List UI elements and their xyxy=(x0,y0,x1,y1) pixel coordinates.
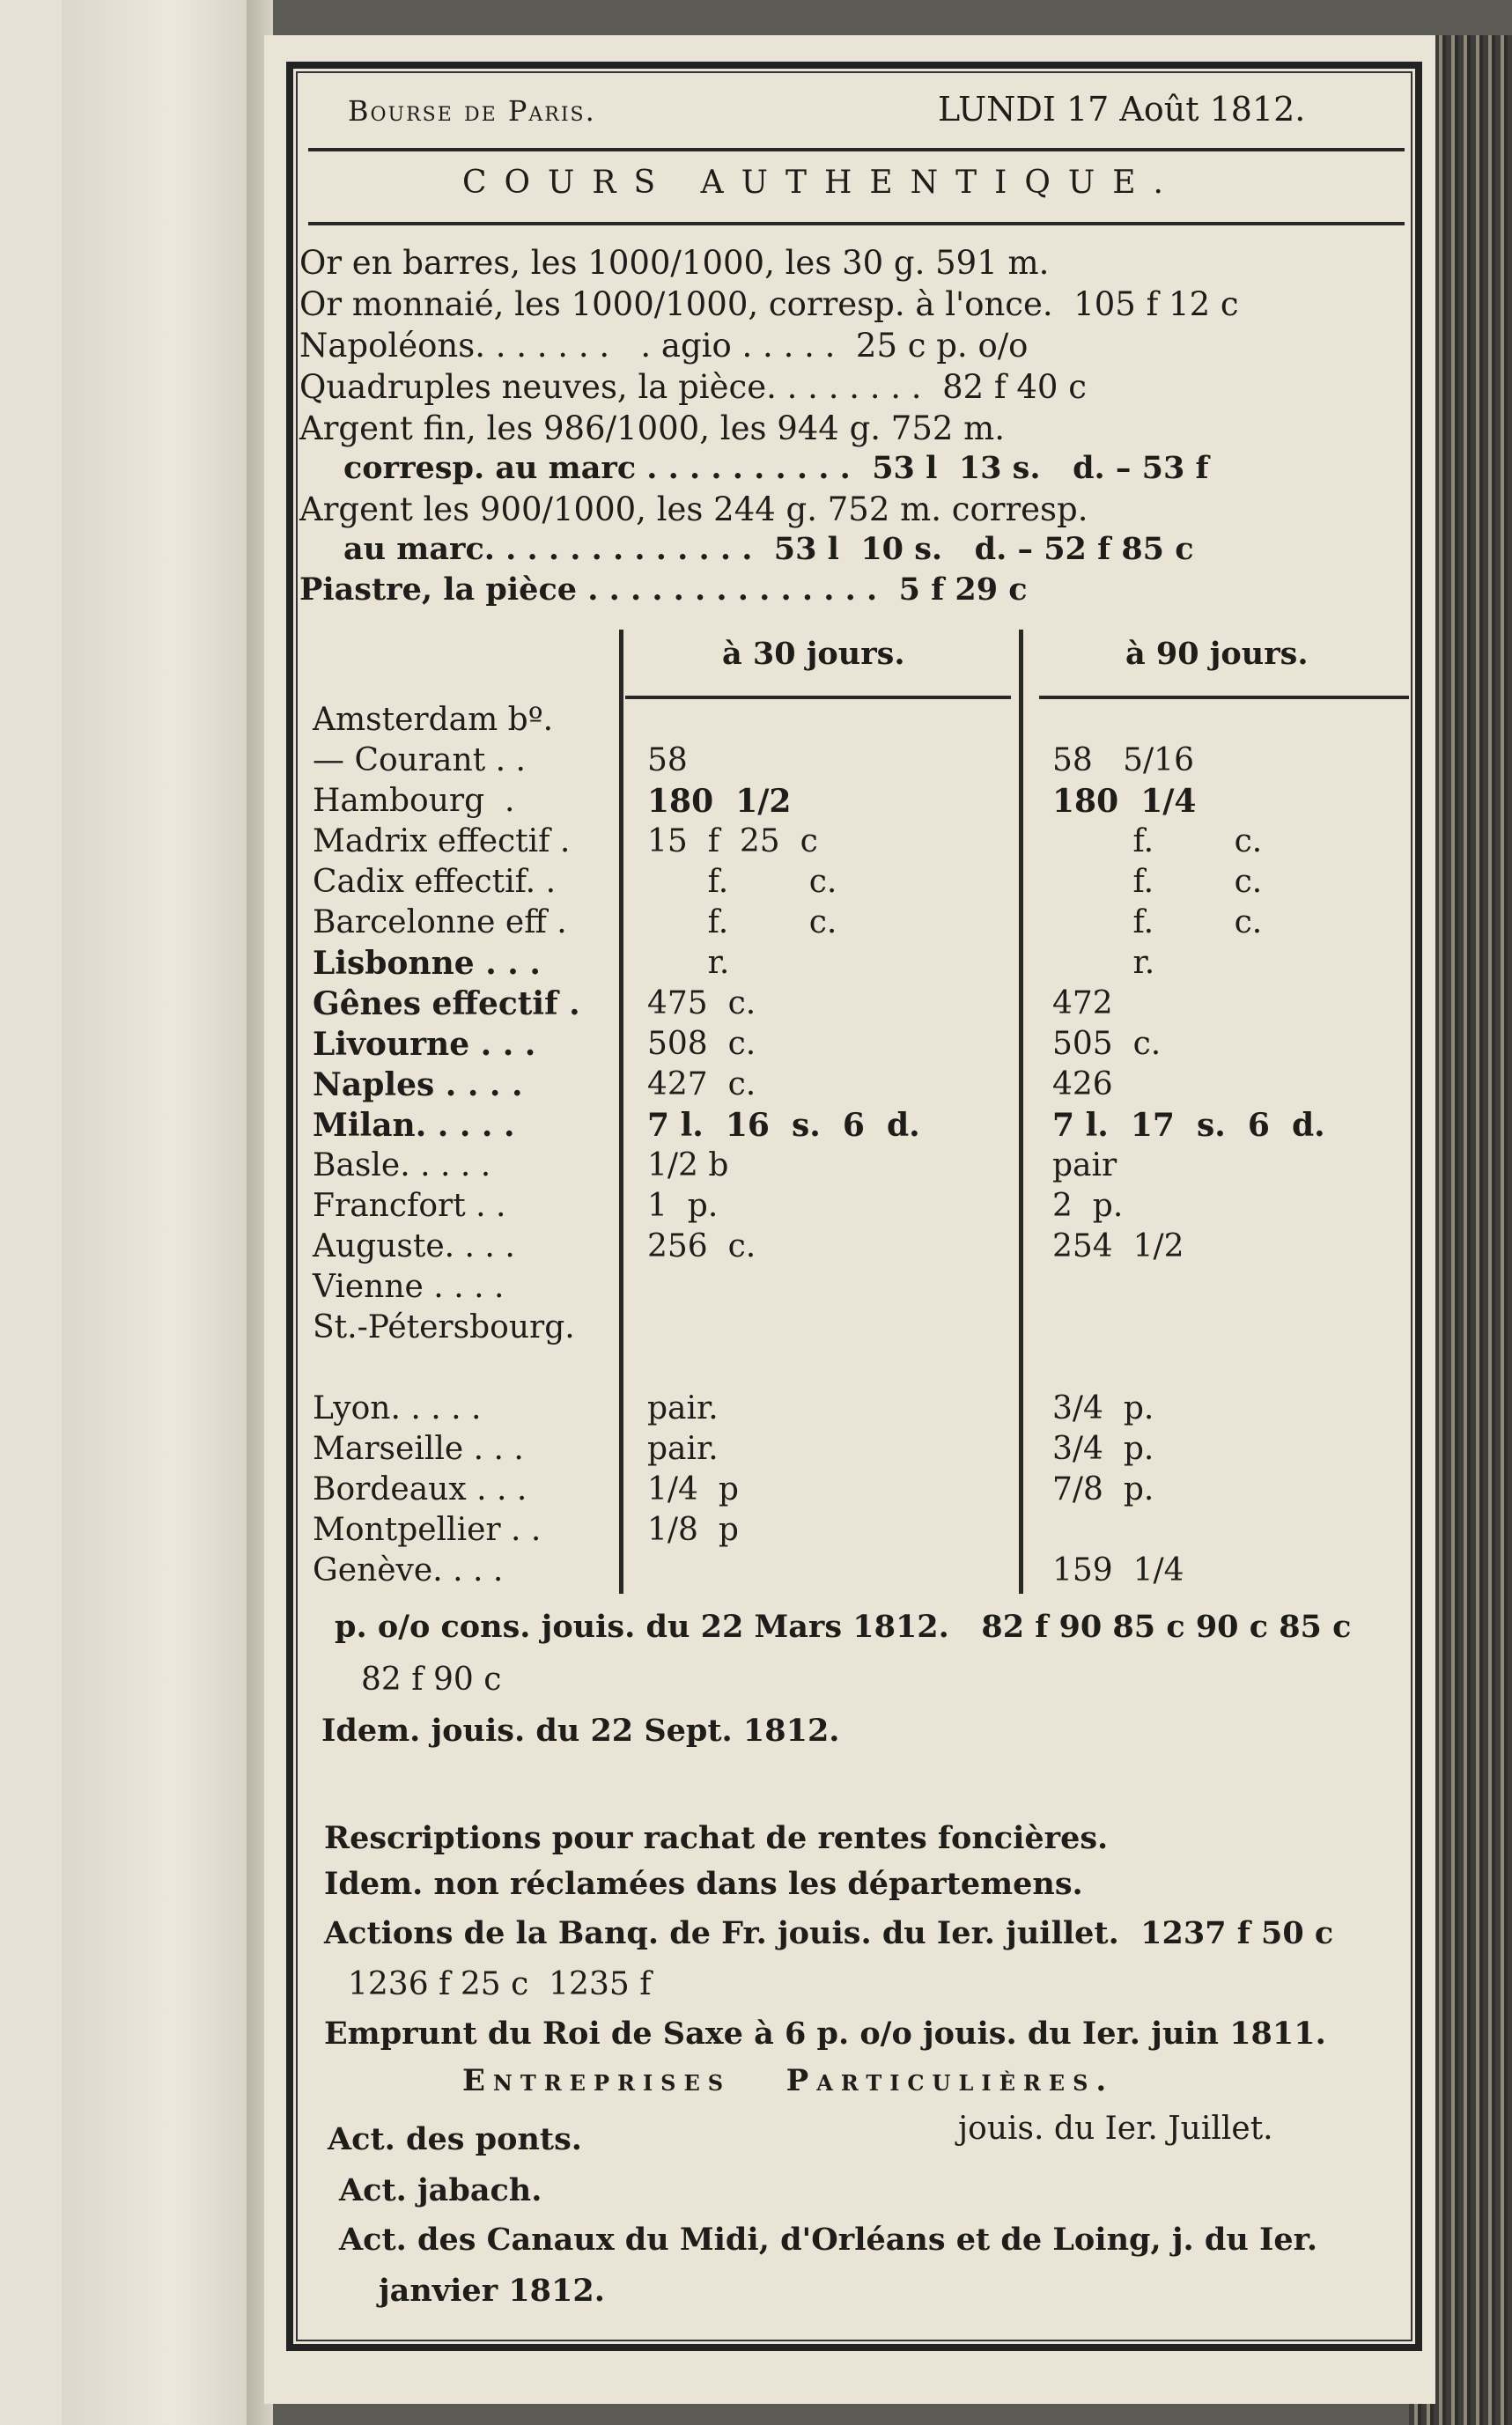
col-30-header: à 30 jours. xyxy=(722,636,905,672)
exchange-90-day-value: 254 1/2 xyxy=(1052,1228,1184,1264)
exchange-30-day-value: 7 l. 16 s. 6 d. xyxy=(647,1107,920,1144)
exchange-90-day-value: 3/4 p. xyxy=(1052,1431,1154,1467)
exchange-90-day-value: 505 c. xyxy=(1052,1026,1162,1062)
entreprises-title: Entreprises Particulières. xyxy=(462,2063,1115,2098)
table-divider-left xyxy=(619,630,623,1594)
security-line: Idem. non réclamées dans les départemens. xyxy=(324,1866,1083,1902)
exchange-30-day-value: 180 1/2 xyxy=(647,783,792,820)
entreprise-line: Act. des Canaux du Midi, d'Orléans et de Loing, j. du Ier. xyxy=(339,2222,1318,2258)
metal-line: Or monnaié, les 1000/1000, corresp. à l'once. 105 f 12 c xyxy=(299,285,1239,323)
security-line: 1236 f 25 c 1235 f xyxy=(348,1966,652,2002)
exchange-90-day-value: 7/8 p. xyxy=(1052,1471,1154,1507)
exchange-30-day-value: 475 c. xyxy=(647,985,756,1021)
title-rule xyxy=(308,222,1405,225)
exchange-90-day-value: f. c. xyxy=(1052,904,1263,940)
exchange-place: Marseille . . . xyxy=(313,1431,524,1467)
exchange-30-day-value: 1/8 p xyxy=(647,1512,739,1548)
exchange-90-day-value: 58 5/16 xyxy=(1052,742,1194,778)
exchange-90-day-value: f. c. xyxy=(1052,823,1263,859)
exchange-30-day-value: 427 c. xyxy=(647,1066,756,1102)
header-right: LUNDI 17 Août 1812. xyxy=(938,90,1306,129)
header-rule xyxy=(308,148,1405,151)
metal-line: Argent les 900/1000, les 244 g. 752 m. corresp. xyxy=(299,490,1088,528)
metal-line: Napoléons. . . . . . . . agio . . . . . 25 c p. o/o xyxy=(299,327,1029,365)
adjacent-page-edge xyxy=(0,0,62,2425)
entreprise-line: jouis. du Ier. Juillet. xyxy=(958,2111,1273,2147)
exchange-place: Naples . . . . xyxy=(313,1066,523,1103)
exchange-30-day-value: 1/4 p xyxy=(647,1471,739,1507)
security-line: Emprunt du Roi de Saxe à 6 p. o/o jouis. du Ier. juin 1811. xyxy=(324,2016,1326,2052)
metal-line: Or en barres, les 1000/1000, les 30 g. 591 m. xyxy=(299,244,1050,282)
exchange-place: Milan. . . . . xyxy=(313,1107,515,1144)
col-90-header: à 90 jours. xyxy=(1125,636,1309,672)
exchange-place: Hambourg . xyxy=(313,783,515,819)
exchange-place: Basle. . . . . xyxy=(313,1147,491,1183)
exchange-place: Cadix effectif. . xyxy=(313,864,557,900)
exchange-30-day-value: 508 c. xyxy=(647,1026,756,1062)
exchange-place: Montpellier . . xyxy=(313,1512,542,1548)
exchange-90-day-value: r. xyxy=(1052,945,1155,981)
exchange-place: Bordeaux . . . xyxy=(313,1471,527,1507)
exchange-30-day-value: 256 c. xyxy=(647,1228,756,1264)
exchange-place: — Courant . . xyxy=(313,742,526,778)
rente-line: p. o/o cons. jouis. du 22 Mars 1812. 82 f 90 85 c 90 c 85 c xyxy=(335,1609,1352,1645)
exchange-30-day-value: 1 p. xyxy=(647,1188,719,1224)
col-30-rule xyxy=(625,696,1011,699)
exchange-place: Gênes effectif . xyxy=(313,985,580,1022)
exchange-30-day-value: f. c. xyxy=(647,864,837,900)
exchange-30-day-value: f. c. xyxy=(647,904,837,940)
exchange-90-day-value: 3/4 p. xyxy=(1052,1390,1154,1426)
exchange-place: Livourne . . . xyxy=(313,1026,536,1063)
metal-line: corresp. au marc . . . . . . . . . . 53 l 13 s. d. – 53 f xyxy=(343,450,1209,486)
exchange-place: Lyon. . . . . xyxy=(313,1390,482,1426)
exchange-30-day-value: 15 f 25 c xyxy=(647,823,818,859)
exchange-place: Lisbonne . . . xyxy=(313,945,541,982)
metal-line: au marc. . . . . . . . . . . . . 53 l 10 s. d. – 52 f 85 c xyxy=(343,531,1194,567)
rente-line: Idem. jouis. du 22 Sept. 1812. xyxy=(321,1713,840,1749)
adjacent-page xyxy=(62,0,247,2425)
exchange-30-day-value: pair. xyxy=(647,1431,719,1467)
col-90-rule xyxy=(1039,696,1409,699)
page-title: COURS AUTHENTIQUE. xyxy=(462,165,1181,201)
exchange-90-day-value: pair xyxy=(1052,1147,1117,1183)
rente-line: 82 f 90 c xyxy=(361,1662,502,1698)
metal-line: Piastre, la pièce . . . . . . . . . . . . . . 5 f 29 c xyxy=(299,571,1028,608)
exchange-place: Amsterdam bº. xyxy=(313,702,554,738)
security-line: Rescriptions pour rachat de rentes foncières. xyxy=(324,1820,1109,1856)
exchange-place: St.-Pétersbourg. xyxy=(313,1309,575,1345)
exchange-90-day-value: 426 xyxy=(1052,1066,1113,1102)
security-line: Actions de la Banq. de Fr. jouis. du Ier. juillet. 1237 f 50 c xyxy=(324,1915,1334,1951)
exchange-30-day-value: r. xyxy=(647,945,730,981)
exchange-place: Vienne . . . . xyxy=(313,1269,505,1305)
exchange-90-day-value: 180 1/4 xyxy=(1052,783,1197,820)
exchange-30-day-value: 58 xyxy=(647,742,688,778)
metal-line: Quadruples neuves, la pièce. . . . . . . . 82 f 40 c xyxy=(299,368,1087,406)
exchange-90-day-value: 7 l. 17 s. 6 d. xyxy=(1052,1107,1325,1144)
exchange-30-day-value: 1/2 b xyxy=(647,1147,729,1183)
header-left: Bourse de Paris. xyxy=(348,94,596,128)
exchange-place: Auguste. . . . xyxy=(313,1228,515,1264)
exchange-90-day-value: 2 p. xyxy=(1052,1188,1124,1224)
exchange-90-day-value: 159 1/4 xyxy=(1052,1552,1184,1588)
exchange-place: Francfort . . xyxy=(313,1188,506,1224)
exchange-30-day-value: pair. xyxy=(647,1390,719,1426)
exchange-90-day-value: 472 xyxy=(1052,985,1113,1021)
entreprise-line: janvier 1812. xyxy=(379,2273,605,2309)
entreprise-line: Act. jabach. xyxy=(339,2172,542,2208)
exchange-place: Genève. . . . xyxy=(313,1552,504,1588)
exchange-place: Barcelonne eff . xyxy=(313,904,567,940)
table-divider-right xyxy=(1019,630,1023,1594)
entreprise-line: Act. des ponts. xyxy=(328,2121,582,2157)
metal-line: Argent fin, les 986/1000, les 944 g. 752 m. xyxy=(299,409,1006,447)
exchange-90-day-value: f. c. xyxy=(1052,864,1263,900)
exchange-place: Madrix effectif . xyxy=(313,823,571,859)
